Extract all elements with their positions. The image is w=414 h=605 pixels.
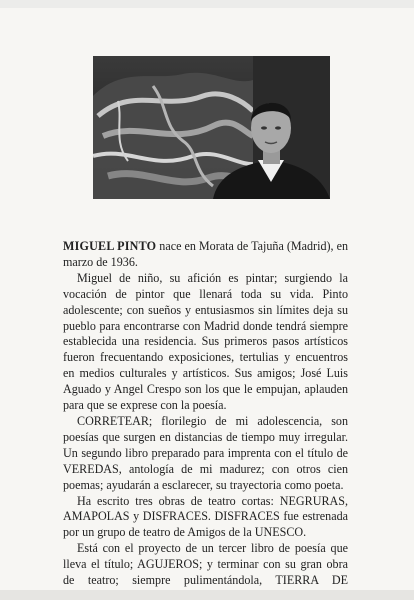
bio-birth-text: nace en Morata de Tajuña (Madrid), en marzo de 1936. (63, 239, 348, 269)
author-name: MIGUEL PINTO (63, 239, 157, 253)
author-biography (63, 239, 348, 605)
bio-paragraph-childhood: Miguel de niño, su afición es pintar; surgiendo la vocación de pintor que llenará toda su vida. Pinto adolescente; con sueños y entusiasmos sin límites deja su pueblo para encontrarse con Madrid donde tendrá siempre establecida una residencia. Sus primeros pasos artísticos fueron frecuentando exposiciones, tertulias y encuentros en medios culturales y artísticos. Sus amigos; José Luis Aguado y Angel Crespo son los que le empujan, aplauden para que se exprese con la poesía. (63, 270, 348, 413)
bio-paragraph-projects: Está con el proyecto de un tercer libro de poesía que lleva el título; AGUJEROS; y terminar con su gran obra de teatro; siempre pulimentándola, TIERRA DE (63, 541, 348, 588)
author-photo (93, 56, 330, 199)
bio-paragraph-poetry: CORRETEAR; florilegio de mi adolescencia, son poesías que surgen en distancias de tiempo muy irregular. Un segundo libro preparado para imprenta con el título de VEREDAS, antología de mi madurez; con otros cien poemas; ayudarán a esclarecer, su trayectoria como poeta. (63, 413, 348, 492)
page-edge-bottom (0, 590, 414, 600)
bio-paragraph-birth (63, 239, 348, 271)
bio-paragraph-theatre: Ha escrito tres obras de teatro cortas: NEGRURAS, AMAPOLAS y DISFRACES. DISFRACES fue estrenada por un grupo de teatro de Amigos de la UNESCO. (63, 493, 348, 540)
portrait-photo-icon (93, 56, 330, 199)
page-edge-top (0, 0, 414, 8)
